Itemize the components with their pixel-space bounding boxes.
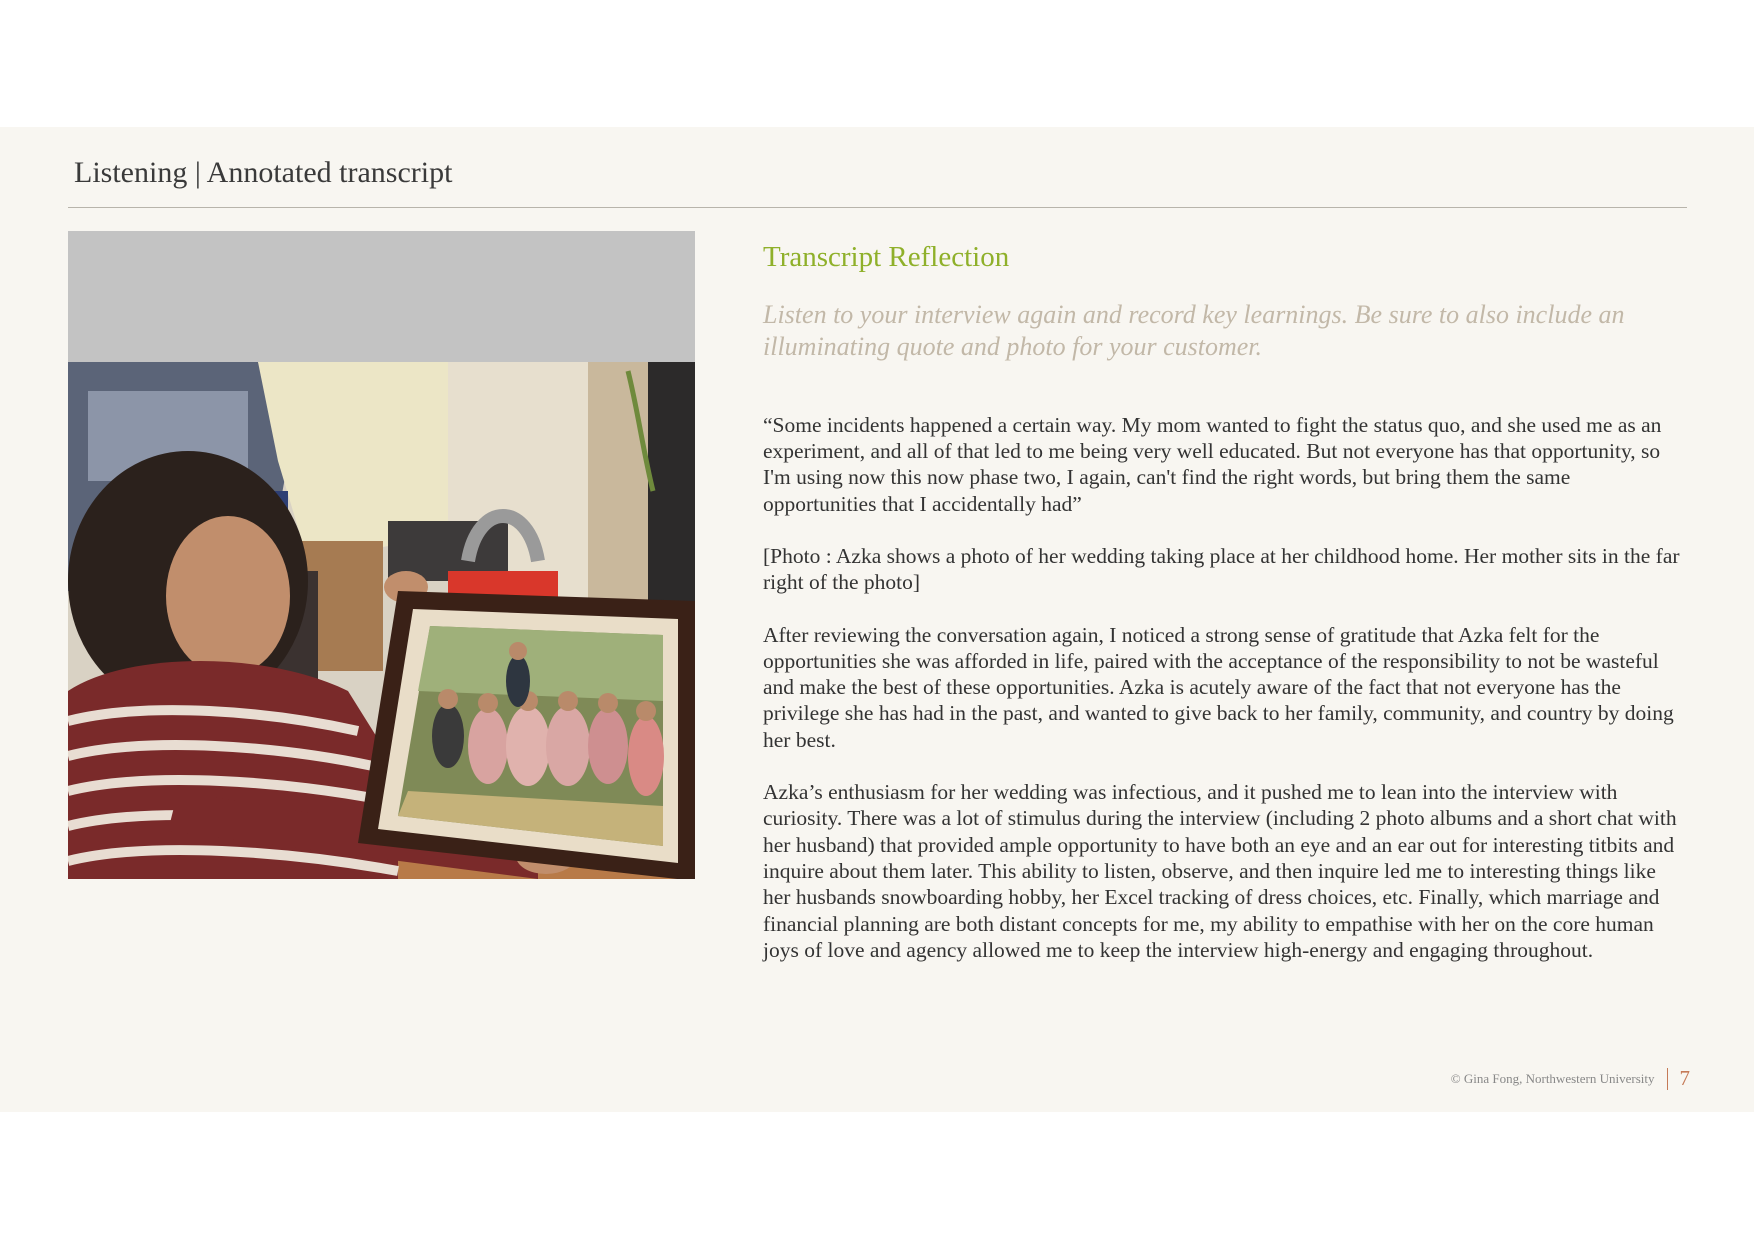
copyright-text: © Gina Fong, Northwestern University [1450, 1070, 1655, 1086]
photo-image [68, 231, 695, 879]
photo-caption: [Photo : Azka shows a photo of her wedding taking place at her childhood home. Her mother sits in the far right of the photo] [763, 543, 1680, 595]
page-title: Listening | Annotated transcript [74, 156, 453, 189]
footer [1451, 1066, 1690, 1091]
section-title: Transcript Reflection [763, 241, 1010, 273]
reflection-paragraph-2: Azka’s enthusiasm for her wedding was infectious, and it pushed me to lean into the interview with curiosity. There was a lot of stimulus during the interview (including 2 photo albums and a short chat with her husband) that provided ample opportunity to have both an eye and an ear out for interesting titbits and inquire about them later. This ability to listen, observe, and then inquire led me to interesting things like her husbands snowboarding hobby, her Excel tracking of dress choices, etc. Finally, which marriage and financial planning are both distant concepts for me, my ability to empathise with her on the core human joys of love and agency allowed me to keep the interview high-energy and engaging throughout. [763, 780, 1677, 962]
interview-photo [68, 231, 695, 879]
footer-divider [1667, 1068, 1668, 1090]
customer-quote: “Some incidents happened a certain way. My mom wanted to fight the status quo, and she used me as an experiment, and all of that led to me being very well educated. But not everyone has that opportunity, so I'm using now this now phase two, I again, can't find the right words, but bring them the same opportunities that I accidentally had” [763, 412, 1662, 516]
reflection-paragraph-1: After reviewing the conversation again, I noticed a strong sense of gratitude that Azka felt for the opportunities she was afforded in life, paired with the acceptance of the responsibility to not be wasteful and make the best of these opportunities. Azka is acutely aware of the fact that not everyone has the privilege she has had in the past, and wanted to give back to her family, community, and country by doing her best. [763, 622, 1674, 752]
instructions-text: Listen to your interview again and record key learnings. Be sure to also include an illuminating quote and photo for your customer. [763, 299, 1625, 361]
reflection-column [763, 240, 1688, 989]
header-divider [68, 207, 1687, 208]
page-number: 7 [1679, 1066, 1690, 1090]
